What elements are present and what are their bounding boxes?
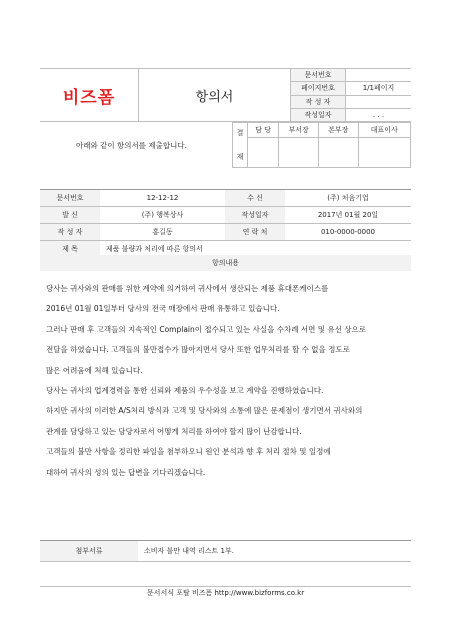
body-line: 그러나 판매 후 고객들의 지속적인 Complain이 접수되고 있는 사실을 수차례 서면 및 유선 상으로 [46, 324, 366, 334]
approval-col-division-head: 본부장 [318, 123, 358, 138]
meta-label-doc-no: 문서번호 [291, 69, 346, 82]
approval-side-label-2: 재 [236, 153, 244, 161]
approval-col-manager: 담 당 [248, 123, 279, 138]
table-row [40, 207, 411, 224]
sender-label: 발 신 [40, 207, 100, 224]
submit-statement: 아래와 같이 항의서를 제출합니다. [76, 141, 187, 150]
author-value: 홍길동 [100, 224, 225, 241]
recipient-value: (주) 처음기업 [285, 190, 411, 207]
approval-col-ceo: 대표이사 [358, 123, 410, 138]
meta-value-doc-no [346, 69, 412, 82]
approval-side-label [233, 123, 248, 168]
body-line: 관계를 담당하고 있는 담당자로서 어떻게 처리를 하여야 할지 많이 난감합니다. [46, 426, 302, 436]
meta-value-author [346, 95, 412, 108]
recipient-label: 수 신 [225, 190, 285, 207]
body-line: 많은 어려움에 처해 있습니다. [46, 365, 143, 375]
author-label: 작 성 자 [40, 224, 100, 241]
complaint-body [46, 279, 410, 483]
subject-label: 제 목 [40, 241, 100, 258]
contact-value: 010-0000-0000 [285, 224, 411, 241]
meta-value-date: . . . [346, 108, 412, 121]
date-label: 작성일자 [225, 207, 285, 224]
body-line: 하지만 귀사의 이러한 A/S처리 방식과 고객 및 당사와의 소통에 많은 문제점이 생기면서 귀사와의 [46, 406, 363, 416]
content-heading: 항의내용 [40, 255, 411, 271]
body-line: 당사는 귀사와의 판매를 위한 계약에 의거하여 귀사에서 생산되는 제품 휴대폰케이스를 [46, 284, 329, 293]
brand-logo-text: 비즈폼 [62, 87, 116, 108]
approval-side-label-1: 결 [236, 129, 244, 137]
doc-no-label: 문서번호 [40, 190, 100, 207]
table-row [40, 190, 411, 207]
signature-cell-manager[interactable] [248, 138, 279, 168]
footer-divider [40, 586, 411, 587]
info-table [40, 189, 411, 258]
meta-label-author: 작 성 자 [291, 95, 346, 108]
sender-value: (주) 행복상사 [100, 207, 225, 224]
attachment-table [40, 540, 411, 562]
attachment-value: 소비자 불만 내역 리스트 1부. [138, 541, 411, 562]
table-row [40, 224, 411, 241]
signature-cell-ceo[interactable] [358, 138, 410, 168]
approval-box [232, 122, 411, 168]
footer-text: 문서서식 포탈 비즈폼 http://www.bizforms.co.kr [146, 589, 305, 597]
date-value: 2017년 01월 20일 [285, 207, 411, 224]
table-row [40, 541, 411, 562]
signature-cell-division-head[interactable] [318, 138, 358, 168]
document-header [40, 68, 411, 122]
attachment-label: 첨부서류 [40, 541, 138, 562]
document-title: 항의서 [139, 69, 291, 122]
subject-value: 제품 불량과 처리에 따른 항의서 [100, 241, 411, 258]
body-line: 고객들의 불만 사항을 정리한 파일을 첨부하오니 원인 분석과 향 후 처리 절차 및 일정에 [46, 447, 331, 457]
signature-cell-dept-head[interactable] [279, 138, 319, 168]
approval-col-dept-head: 부서장 [279, 123, 319, 138]
meta-label-page-no: 페이지번호 [291, 82, 346, 95]
meta-value-page-no: 1/1페이지 [346, 82, 412, 95]
contact-label: 연 락 처 [225, 224, 285, 241]
body-line: 대하여 귀사의 성의 있는 답변을 기다리겠습니다. [46, 467, 206, 477]
body-line: 전달을 하였습니다. 고객들의 불만접수가 많아지면서 당사 또한 업무처리를 할 수 없을 정도로 [46, 345, 350, 355]
body-line: 당사는 귀사의 업계경력을 통한 신뢰와 제품의 우수성을 보고 계약을 진행하였습니다. [46, 385, 324, 395]
doc-no-value: 12-12-12 [100, 190, 225, 207]
brand-logo [40, 69, 139, 122]
meta-label-date: 작성일자 [291, 108, 346, 121]
body-line: 2016년 01월 01일부터 당사의 전국 매장에서 판매 유통하고 있습니다. [46, 304, 280, 314]
